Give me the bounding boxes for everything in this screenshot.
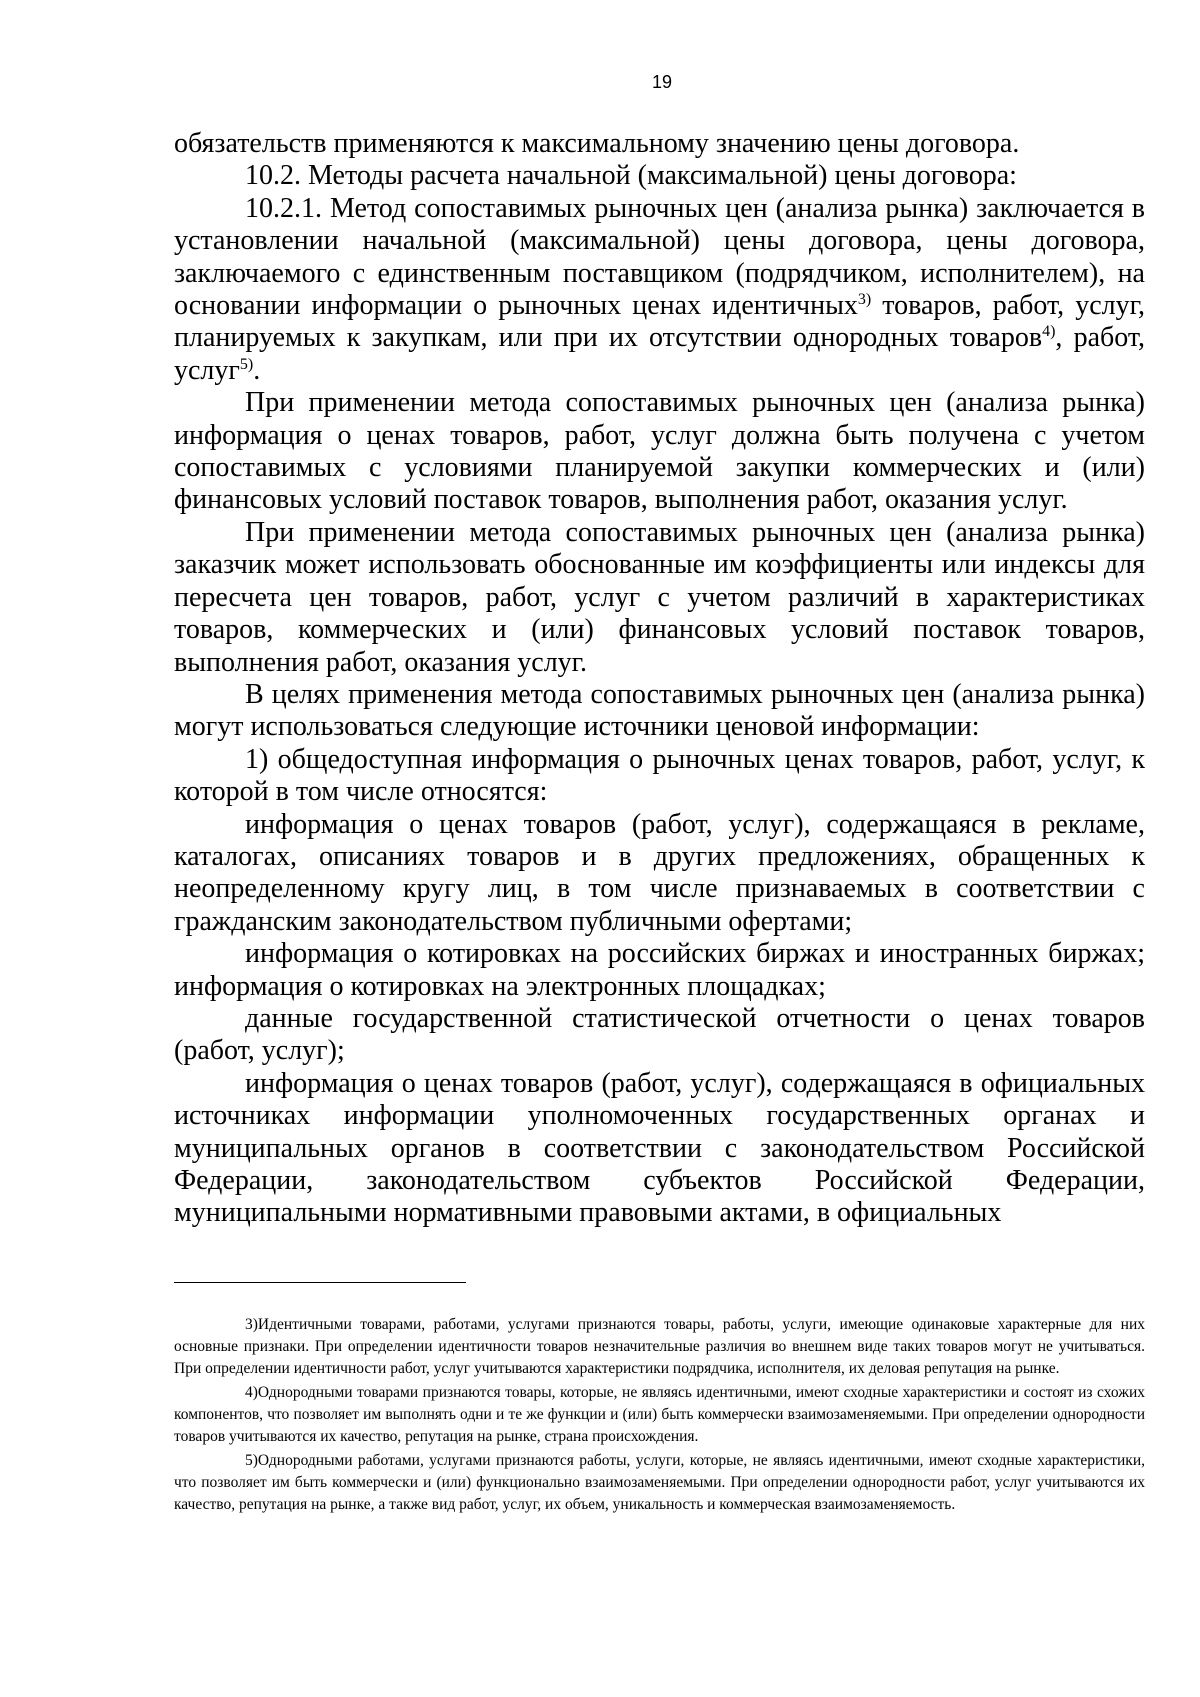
paragraph-source-1: 1) общедоступная информация о рыночных ценах товаров, работ, услуг, к которой в том числе относятся:	[174, 743, 1145, 808]
footnote-3	[174, 1314, 1145, 1380]
paragraph-text: .	[253, 354, 261, 386]
paragraph-text: 10.2.1. Метод сопоставимых рыночных цен (анализа рынка) заключается в установлении начальной (максимальной) цены договора, цены договора, заключаемого с единственным поставщиком (подрядчиком, исполнителем), на основании информации о рыночных ценах идентичных	[174, 192, 1145, 322]
paragraph-exchanges: информация о котировках на российских биржах и иностранных биржах; информация о котировках на электронных площадках;	[174, 938, 1145, 1002]
footnotes	[174, 1314, 1145, 1518]
footnote-mark: 3)	[245, 1316, 258, 1333]
footnote-mark: 5)	[245, 1452, 258, 1469]
footnote-mark: 4)	[245, 1384, 258, 1401]
footnote-text: Однородными товарами признаются товары, которые, не являясь идентичными, имеют сходные характеристики и состоят из схожих компонентов, что позволяет им выполнять одни и те же функции и (или) быть коммерчески взаимозаменяемыми. При определении однородности товаров учитываются их качество, репутация на рынке, страна происхождения.	[174, 1384, 1145, 1445]
footnote-ref-3: 3)	[857, 291, 872, 309]
footnote-ref-4: 4)	[1042, 323, 1056, 341]
footnote-ref-5: 5)	[239, 355, 254, 373]
footnote-separator	[174, 1282, 466, 1283]
paragraph-coefficients: При применении метода сопоставимых рыночных цен (анализа рынка) заказчик может использовать обоснованные им коэффициенты или индексы для пересчета цен товаров, работ, услуг с учетом различий в характеристиках товаров, коммерческих и (или) финансовых условий поставок товаров, выполнения работ, оказания услуг.	[174, 516, 1145, 678]
footnote-text: Однородными работами, услугами признаются работы, услуги, которые, не являясь идентичными, имеют сходные характеристики, что позволяет им быть коммерчески и (или) функционально взаимозаменяемыми. При определении однородности работ, услуг учитываются их качество, репутация на рынке, а также вид работ, услуг, их объем, уникальность и коммерческая взаимозаменяемость.	[174, 1452, 1145, 1513]
paragraph-official-sources: информация о ценах товаров (работ, услуг), содержащаяся в официальных источниках информации уполномоченных государственных органах и муниципальных органов в соответствии с законодательством Российской Федерации, законодательством субъектов Российской Федерации, муниципальными нормативными правовыми актами, в официальных	[174, 1067, 1145, 1229]
body-text	[174, 128, 1145, 1230]
footnote-text: Идентичными товарами, работами, услугами признаются товары, работы, услуги, имеющие одинаковые характерные для них основные признаки. При определении идентичности товаров незначительные различия во внешнем виде таких товаров могут не учитываться. При определении идентичности работ, услуг учитываются характеристики подрядчика, исполнителя, их деловая репутация на рынке.	[174, 1316, 1145, 1377]
paragraph-section-10-2: 10.2. Методы расчета начальной (максимальной) цены договора:	[245, 160, 1017, 192]
page-number: 19	[651, 72, 673, 92]
paragraph-sources-intro: В целях применения метода сопоставимых рыночных цен (анализа рынка) могут использоваться следующие источники ценовой информации:	[174, 678, 1145, 743]
footnote-4	[174, 1382, 1145, 1448]
paragraph-text: , работ, услуг	[174, 322, 1145, 386]
paragraph-advertising: информация о ценах товаров (работ, услуг), содержащаяся в рекламе, каталогах, описаниях товаров и в других предложениях, обращенных к неопределенному кругу лиц, в том числе признаваемых в соответствии с гражданским законодательством публичными офертами;	[174, 808, 1145, 937]
paragraph-continuation: обязательств применяются к максимальному значению цены договора.	[174, 128, 1020, 159]
footnote-5	[174, 1450, 1145, 1516]
paragraph-text: товаров, работ, услуг, планируемых к закупкам, или при их отсутствии однородных товаров	[174, 290, 1145, 354]
paragraph-statistics: данные государственной статистической отчетности о ценах товаров (работ, услуг);	[174, 1002, 1145, 1067]
paragraph-price-info: При применении метода сопоставимых рыночных цен (анализа рынка) информация о ценах товаров, работ, услуг должна быть получена с учетом сопоставимых с условиями планируемой закупки коммерческих и (или) финансовых условий поставок товаров, выполнения работ, оказания услуг.	[174, 387, 1145, 516]
paragraph-section-10-2-1	[174, 193, 1145, 387]
